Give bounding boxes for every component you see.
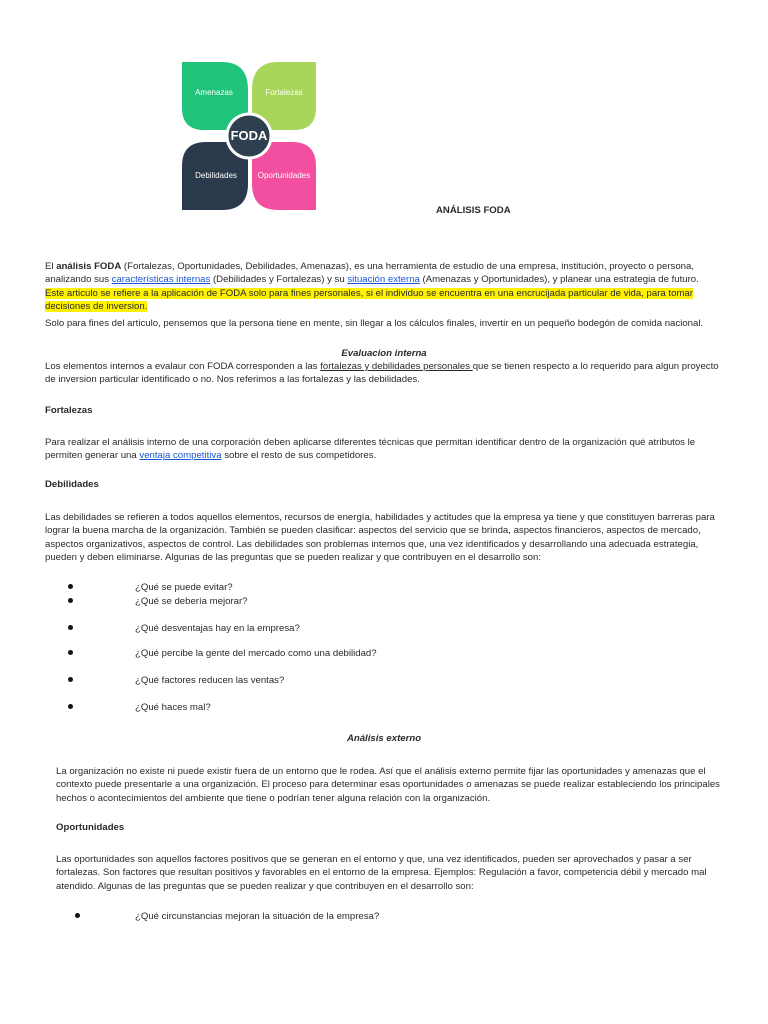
oportunidades-label: Oportunidades (257, 171, 311, 180)
intro-text-a: El (45, 261, 57, 272)
page-title: ANÁLISIS FODA (436, 205, 511, 216)
intro-paragraph (45, 260, 720, 314)
bullet (68, 677, 73, 682)
amenazas-label: Amenazas (195, 88, 233, 97)
list-item: ¿Qué circunstancias mejoran la situación de la empresa? (135, 911, 380, 922)
fortalezas-paragraph (45, 436, 720, 463)
heading-evaluacion-interna: Evaluacion interna (341, 348, 427, 359)
intro-text-c: (Fortalezas, Oportunidades, Debilidades, Amenazas), es una herramienta de estudio de una empresa, institución, proyecto o persona, analizando sus (45, 261, 695, 286)
foda-diagram (182, 62, 316, 212)
intro-text-d: (Debilidades y Fortalezas) y su (210, 274, 348, 286)
evaluacion-interna-paragraph (45, 360, 720, 387)
fortalezas-label: Fortalezas (265, 88, 303, 97)
bullet (68, 598, 73, 603)
intro-term: análisis FODA (56, 261, 122, 272)
bullet (75, 913, 80, 918)
bullet (68, 584, 73, 589)
bullet (68, 625, 73, 630)
link-caracteristicas-internas[interactable]: características internas (111, 274, 211, 286)
fortalezas-text-b: sobre el resto de sus competidores. (221, 450, 377, 462)
list-item: ¿Qué desventajas hay en la empresa? (135, 623, 300, 634)
heading-oportunidades: Oportunidades (56, 822, 125, 833)
analisis-externo-paragraph: La organización no existe ni puede existir fuera de un entorno que le rodea. Así que el análisis externo permite fijar las oportunidades y amenazas que el contexto puede presentarle a una organización. El proceso para determinar esas oportunidades o amenazas se puede realizar estableciendo los principales hechos o acontecimientos del ambiente que tiene o podrían tener alguna relación con la organización. (56, 766, 720, 804)
oportunidades-paragraph: Las oportunidades son aquellos factores positivos que se generan en el entorno y que, una vez identificados, pueden ser aprovechados y pasar a ser fortalezas. Son factores que resultan positivos y favorables en el entorno de la empresa. Ejemplos: Regulación a favor, competencia débil y mercado mal atendido. Algunas de las preguntas que se pueden realizar y que contribuyen en el desarrollo son: (56, 854, 707, 892)
foda-center-label: FODA (230, 128, 268, 143)
eval-underlined: fortalezas y debilidades personales (320, 361, 473, 372)
list-item: ¿Qué factores reducen las ventas? (135, 675, 285, 686)
link-ventaja-competitiva[interactable]: ventaja competitiva (139, 450, 222, 462)
list-item: ¿Qué haces mal? (135, 702, 211, 713)
fortalezas-text-a: Para realizar el análisis interno de una corporación deben aplicarse diferentes técnicas que permitan identificar dentro de la organización qué atributos le permiten generar una (45, 437, 696, 462)
eval-text-a: Los elementos internos a evalaur con FODA corresponden a las (45, 361, 321, 372)
bullet (68, 650, 73, 655)
debilidades-label: Debilidades (195, 171, 237, 180)
eval-text-b: que se tienen respecto a lo requerido para algun proyecto de inversion particular identificado o no. Nos referimos a las fortalezas y las debilidades. (45, 361, 719, 386)
intro-text-e: (Amenazas y Oportunidades), y planear una estrategia de futuro. (419, 274, 699, 286)
list-item: ¿Qué percibe la gente del mercado como una debilidad? (135, 648, 377, 659)
link-situacion-externa[interactable]: situación externa (347, 274, 420, 286)
intro-highlight: Este articulo se refiere a la aplicación de FODA solo para fines personales, si el individuo se encuentra en una encrucijada particular de vida, para tomar decisiones de inversion. (45, 287, 693, 313)
heading-analisis-externo: Análisis externo (346, 733, 422, 744)
bullet (68, 704, 73, 709)
debilidades-paragraph: Las debilidades se refieren a todos aquellos elementos, recursos de energía, habilidades y actitudes que la empresa ya tiene y que constituyen barreras para lograr la buena marcha de la organización. También se pueden clasificar: aspectos del servicio que se brinda, aspectos financieros, aspectos de mercado, aspectos organizativos, aspectos de control. Las debilidades son problemas internos que, una vez identificados y desarrollando una adecuada estrategia, pueden y deben eliminarse. Algunas de las preguntas que se pueden realizar y que contribuyen en el desarrollo son: (45, 512, 715, 564)
intro-paragraph-2: Solo para fines del articulo, pensemos que la persona tiene en mente, sin llegar a los cálculos finales, invertir en un pequeño bodegón de comida nacional. (45, 318, 704, 329)
heading-debilidades: Debilidades (45, 479, 99, 490)
heading-fortalezas: Fortalezas (45, 405, 93, 416)
list-item: ¿Qué se puede evitar? (135, 582, 233, 593)
list-item: ¿Qué se debería mejorar? (135, 596, 248, 607)
